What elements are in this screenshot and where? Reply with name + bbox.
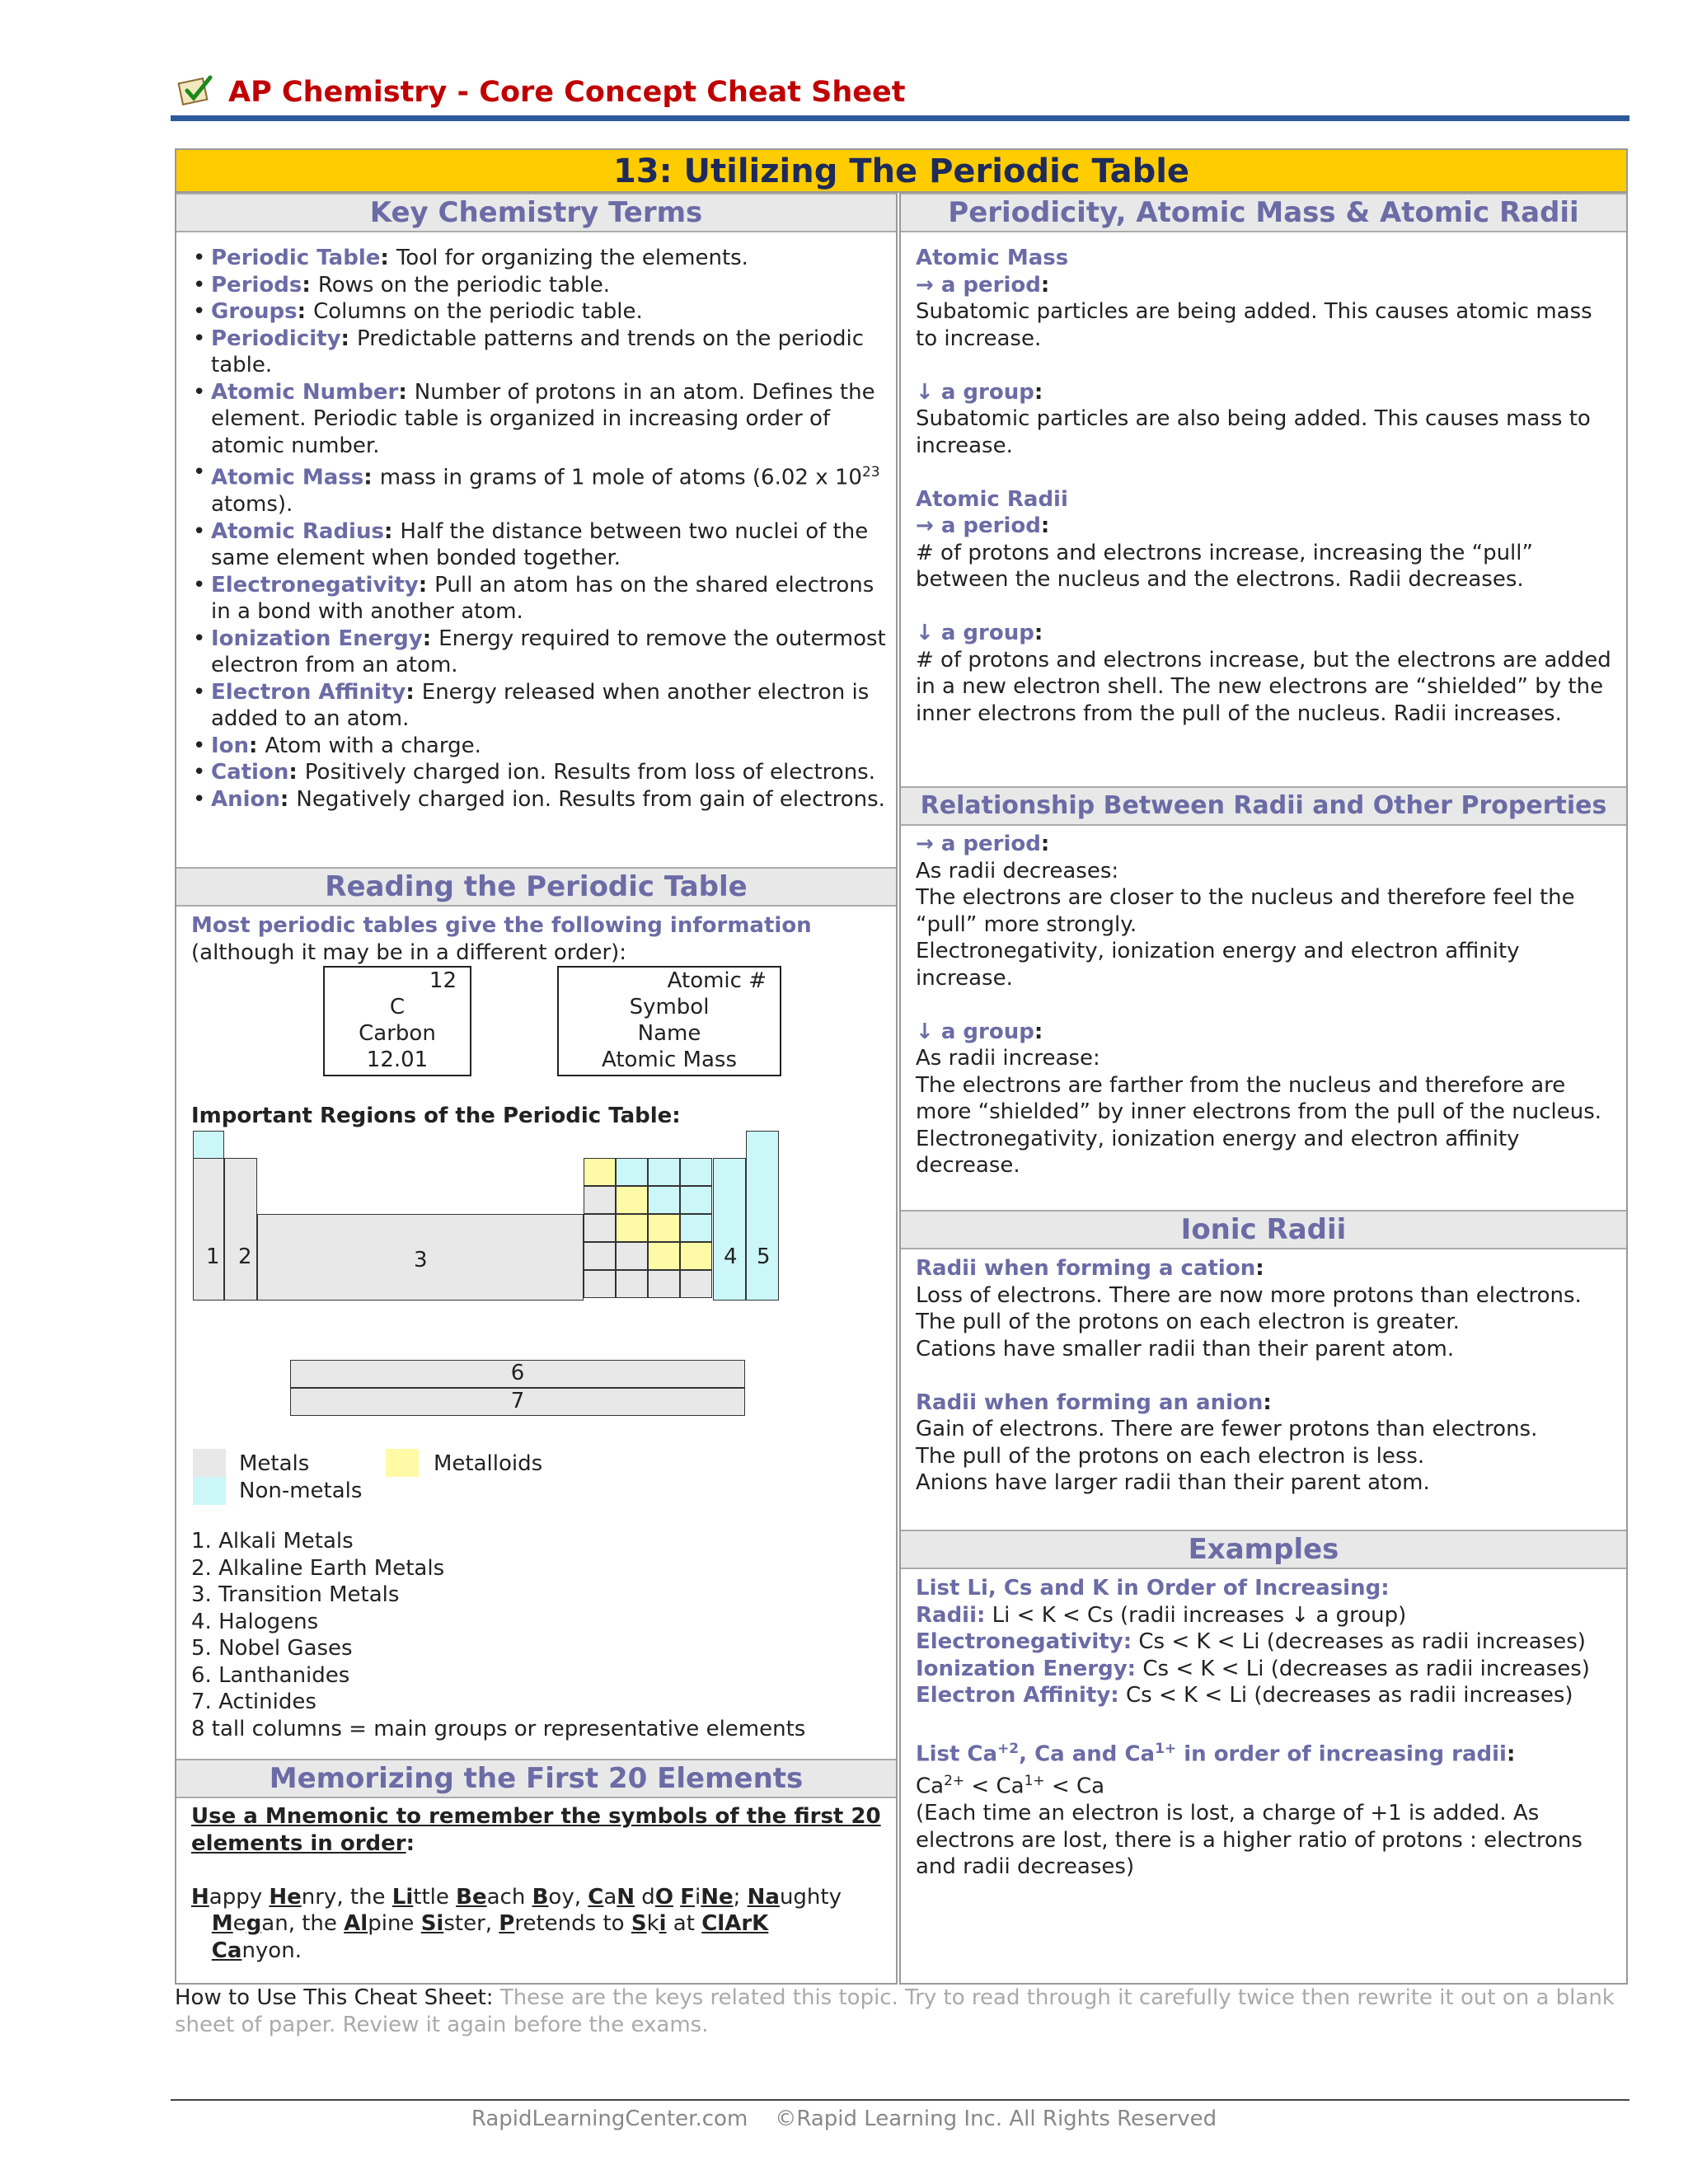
atomic-mass-heading: Atomic Mass bbox=[916, 246, 1069, 270]
p-block-cell bbox=[584, 1270, 616, 1298]
relationship-group-label: ↓ a group: bbox=[916, 1019, 1043, 1044]
how-to-use bbox=[175, 1985, 1628, 2038]
legend-label-nonmetals: Non-metals bbox=[239, 1479, 363, 1503]
reading-intro-rest: (although it may be in a different order): bbox=[191, 940, 627, 965]
topic-banner: 13: Utilizing The Periodic Table bbox=[176, 150, 1626, 193]
relationship-body bbox=[916, 831, 1616, 1179]
key-term-item: • Electron Affinity: Energy released when another electron is added to an atom. bbox=[191, 679, 888, 733]
p-block-cell bbox=[648, 1242, 680, 1270]
anion-line-3: Anions have larger radii than their parent atom. bbox=[916, 1470, 1430, 1495]
region-number-2: 2 bbox=[238, 1244, 252, 1269]
reading-intro bbox=[191, 912, 888, 966]
mass-period-text: Subatomic particles are being added. This causes atomic mass to increase. bbox=[916, 299, 1592, 351]
example-electron-affinity: Electron Affinity: Cs < K < Li (decreases as radii increases) bbox=[916, 1683, 1573, 1708]
region-list bbox=[191, 1528, 888, 1742]
legend-mass: Atomic Mass bbox=[602, 1047, 737, 1072]
footer bbox=[0, 2107, 1688, 2131]
key-terms-list bbox=[191, 245, 888, 813]
relationship-heading: Relationship Between Radii and Other Properties bbox=[901, 786, 1626, 826]
periodicity-body bbox=[916, 245, 1616, 727]
p-block-cell bbox=[680, 1242, 712, 1270]
ionic-radii-body bbox=[916, 1255, 1616, 1497]
p-block-cell bbox=[616, 1270, 648, 1298]
region-number-7: 7 bbox=[510, 1389, 525, 1413]
radii-period-label: → a period: bbox=[916, 513, 1050, 538]
cation-line-2: Cations have smaller radii than their parent atom. bbox=[916, 1336, 1455, 1361]
reading-heading: Reading the Periodic Table bbox=[176, 867, 896, 907]
examples-body bbox=[916, 1575, 1616, 1881]
region-2-alkaline-earth bbox=[224, 1158, 257, 1301]
example-ionization-energy: Ionization Energy: Cs < K < Li (decreases as radii increases) bbox=[916, 1656, 1590, 1681]
key-term-item: • Groups: Columns on the periodic table. bbox=[191, 298, 888, 326]
ionic-radii-heading: Ionic Radii bbox=[901, 1210, 1626, 1249]
region-list-item: 4. Halogens bbox=[191, 1609, 319, 1634]
relationship-period-label: → a period: bbox=[916, 832, 1050, 856]
key-term-item: • Atomic Radius: Half the distance between two nuclei of the same element when bonded together. bbox=[191, 518, 888, 572]
key-term-item: • Ion: Atom with a charge. bbox=[191, 733, 888, 760]
mnemonic-block bbox=[191, 1803, 888, 1964]
key-term-item: • Cation: Positively charged ion. Results from loss of electrons. bbox=[191, 759, 888, 786]
how-to-use-label: How to Use This Cheat Sheet: bbox=[175, 1985, 494, 2010]
region-number-1: 1 bbox=[206, 1244, 220, 1269]
checklist-icon bbox=[177, 73, 215, 110]
examples-heading: Examples bbox=[901, 1530, 1626, 1569]
region-list-item: 5. Nobel Gases bbox=[191, 1636, 353, 1661]
key-term-item: • Ionization Energy: Energy required to remove the outermost electron from an atom. bbox=[191, 626, 888, 679]
region-list-item: 6. Lanthanides bbox=[191, 1662, 350, 1688]
document-title: AP Chemistry - Core Concept Cheat Sheet bbox=[228, 76, 906, 109]
key-term-item: • Anion: Negatively charged ion. Results from gain of electrons. bbox=[191, 786, 888, 813]
p-block-cell bbox=[584, 1214, 616, 1242]
p-block-cell bbox=[648, 1214, 680, 1242]
p-block-cell bbox=[680, 1270, 712, 1298]
radii-group-label: ↓ a group: bbox=[916, 621, 1043, 645]
legend-swatch-metalloids bbox=[386, 1449, 419, 1477]
region-1-alkali bbox=[193, 1158, 224, 1301]
radii-period-text: # of protons and electrons increase, increasing the “pull” between the nucleus and the electrons. Radii decreases. bbox=[916, 540, 1533, 592]
region-6-lanthanides bbox=[290, 1360, 745, 1388]
p-block-cell bbox=[680, 1186, 712, 1214]
reading-intro-bold: Most periodic tables give the following information bbox=[191, 913, 812, 938]
example-mass: 12.01 bbox=[366, 1047, 429, 1072]
periodicity-heading: Periodicity, Atomic Mass & Atomic Radii bbox=[901, 193, 1626, 232]
relationship-period-line-3: Electronegativity, ionization energy and electron affinity increase. bbox=[916, 939, 1520, 991]
key-term-item: • Periodic Table: Tool for organizing the elements. bbox=[191, 245, 888, 272]
example-element-box bbox=[323, 966, 471, 1076]
legend-swatch-nonmetals bbox=[193, 1477, 226, 1505]
footer-site: RapidLearningCenter.com bbox=[471, 2107, 748, 2131]
how-to-use-text: These are the keys related this topic. Try to read through it carefully twice then rewrite it out on a blank sheet of paper. Review it again before the exams. bbox=[175, 1985, 1615, 2037]
example-atomic-number: 12 bbox=[429, 968, 457, 993]
p-block-cell bbox=[648, 1270, 680, 1298]
p-block-cell bbox=[616, 1186, 648, 1214]
relationship-period-line-2: The electrons are closer to the nucleus and therefore feel the “pull” more strongly. bbox=[916, 885, 1575, 937]
memorizing-heading: Memorizing the First 20 Elements bbox=[176, 1759, 896, 1798]
example-2-order: $Ca^{2+} < Ca^{1+} < Ca$ bbox=[916, 1773, 1105, 1799]
anion-heading: Radii when forming an anion: bbox=[916, 1390, 1272, 1415]
region-7-actinides bbox=[290, 1388, 745, 1416]
footer-rule bbox=[171, 2099, 1629, 2101]
atomic-radii-heading: Atomic Radii bbox=[916, 486, 1068, 512]
cheat-sheet bbox=[175, 148, 1628, 1985]
column-divider bbox=[896, 193, 901, 1985]
region-number-3: 3 bbox=[414, 1248, 428, 1272]
p-block-cell bbox=[616, 1158, 648, 1186]
legend-symbol: Symbol bbox=[629, 995, 710, 1019]
key-term-item: • Atomic Number: Number of protons in an atom. Defines the element. Periodic table is organized in increasing order of atomic number. bbox=[191, 379, 888, 460]
anion-line-2: The pull of the protons on each electron is less. bbox=[916, 1443, 1425, 1469]
anion-line-1: Gain of electrons. There are fewer protons than electrons. bbox=[916, 1417, 1538, 1441]
key-term-item: • Electronegativity: Pull an atom has on the shared electrons in a bond with another atom. bbox=[191, 572, 888, 626]
radii-group-text: # of protons and electrons increase, but the electrons are added in a new electron shell. The new electrons are “shielded” by the inner electrons from the pull of the nucleus. Radii increases. bbox=[916, 647, 1611, 726]
p-block-cell bbox=[584, 1158, 616, 1186]
relationship-period-line-1: As radii decreases: bbox=[916, 858, 1119, 883]
key-term-item: • Periodicity: Predictable patterns and trends on the periodic table. bbox=[191, 326, 888, 379]
mnemonic-instruction: Use a Mnemonic to remember the symbols of the first 20 elements in order: bbox=[191, 1804, 881, 1856]
mass-group-text: Subatomic particles are also being added. This causes mass to increase. bbox=[916, 406, 1591, 458]
cation-heading: Radii when forming a cation: bbox=[916, 1256, 1264, 1281]
example-symbol: C bbox=[389, 995, 406, 1019]
legend-name: Name bbox=[637, 1021, 701, 1046]
footer-rights: ©Rapid Learning Inc. All Rights Reserved bbox=[775, 2107, 1217, 2131]
mnemonic-sentence: Happy Henry, the Little Beach Boy, CaN dO FiNe; Naughty Megan, the Alpine Sister, Pretends to Ski at ClArK Canyon. bbox=[191, 1884, 842, 1963]
hydrogen-cell bbox=[193, 1131, 224, 1159]
legend-label-metals: Metals bbox=[239, 1451, 310, 1476]
region-number-4: 4 bbox=[724, 1244, 738, 1269]
region-4-halogens bbox=[713, 1158, 746, 1301]
p-block-cell bbox=[648, 1158, 680, 1186]
mass-group-label: ↓ a group: bbox=[916, 379, 1043, 405]
relationship-group-line-2: The electrons are farther from the nucleus and therefore are more “shielded” by inner electrons from the pull of the nucleus. bbox=[916, 1072, 1602, 1124]
example-2-note: (Each time an electron is lost, a charge of +1 is added. As electrons are lost, there is a higher ratio of protons : electrons and radii decreases) bbox=[916, 1801, 1582, 1880]
key-term-item: • Periods: Rows on the periodic table. bbox=[191, 272, 888, 299]
example-radii: Radii: Li < K < Cs (radii increases ↓ a group) bbox=[916, 1602, 1407, 1628]
example-name: Carbon bbox=[359, 1021, 436, 1046]
element-legend-box bbox=[557, 966, 781, 1076]
region-list-item: 1. Alkali Metals bbox=[191, 1529, 354, 1554]
p-block-cell bbox=[680, 1158, 712, 1186]
regions-heading: Important Regions of the Periodic Table: bbox=[191, 1104, 681, 1128]
legend-swatch-metals bbox=[193, 1449, 226, 1477]
region-list-item: 2. Alkaline Earth Metals bbox=[191, 1555, 445, 1581]
region-number-6: 6 bbox=[510, 1361, 525, 1385]
example-electronegativity: Electronegativity: Cs < K < Li (decreases as radii increases) bbox=[916, 1629, 1586, 1654]
key-term-item: • Atomic Mass: mass in grams of 1 mole of atoms (6.02 x $10^{23}$ atoms). bbox=[191, 459, 888, 518]
legend-label-metalloids: Metalloids bbox=[434, 1451, 543, 1476]
p-block-cell bbox=[616, 1214, 648, 1242]
relationship-group-line-1: As radii increase: bbox=[916, 1046, 1100, 1071]
header-rule bbox=[171, 115, 1629, 121]
relationship-group-line-3: Electronegativity, ionization energy and electron affinity decrease. bbox=[916, 1126, 1520, 1178]
legend-atomic-number: Atomic # bbox=[667, 968, 767, 993]
p-block-cell bbox=[584, 1186, 616, 1214]
mass-period-label: → a period: bbox=[916, 272, 1050, 298]
region-5-noble-gases bbox=[746, 1131, 779, 1301]
region-list-item: 7. Actinides bbox=[191, 1690, 316, 1714]
example-1-heading: List Li, Cs and K in Order of Increasing: bbox=[916, 1576, 1390, 1601]
region-list-item: 3. Transition Metals bbox=[191, 1582, 400, 1607]
region-list-item: 8 tall columns = main groups or representative elements bbox=[191, 1716, 806, 1741]
p-block-cell bbox=[680, 1214, 712, 1242]
example-2-heading: List $Ca^{+2}$, Ca and $Ca^{1+}$ in order of increasing radii: bbox=[916, 1741, 1516, 1767]
region-number-5: 5 bbox=[757, 1244, 771, 1269]
p-block-cell bbox=[584, 1242, 616, 1270]
p-block-cell bbox=[648, 1186, 680, 1214]
p-block-cell bbox=[616, 1242, 648, 1270]
key-terms-heading: Key Chemistry Terms bbox=[176, 193, 896, 232]
cation-line-1: Loss of electrons. There are now more protons than electrons. The pull of the protons on each electron is greater. bbox=[916, 1282, 1582, 1334]
